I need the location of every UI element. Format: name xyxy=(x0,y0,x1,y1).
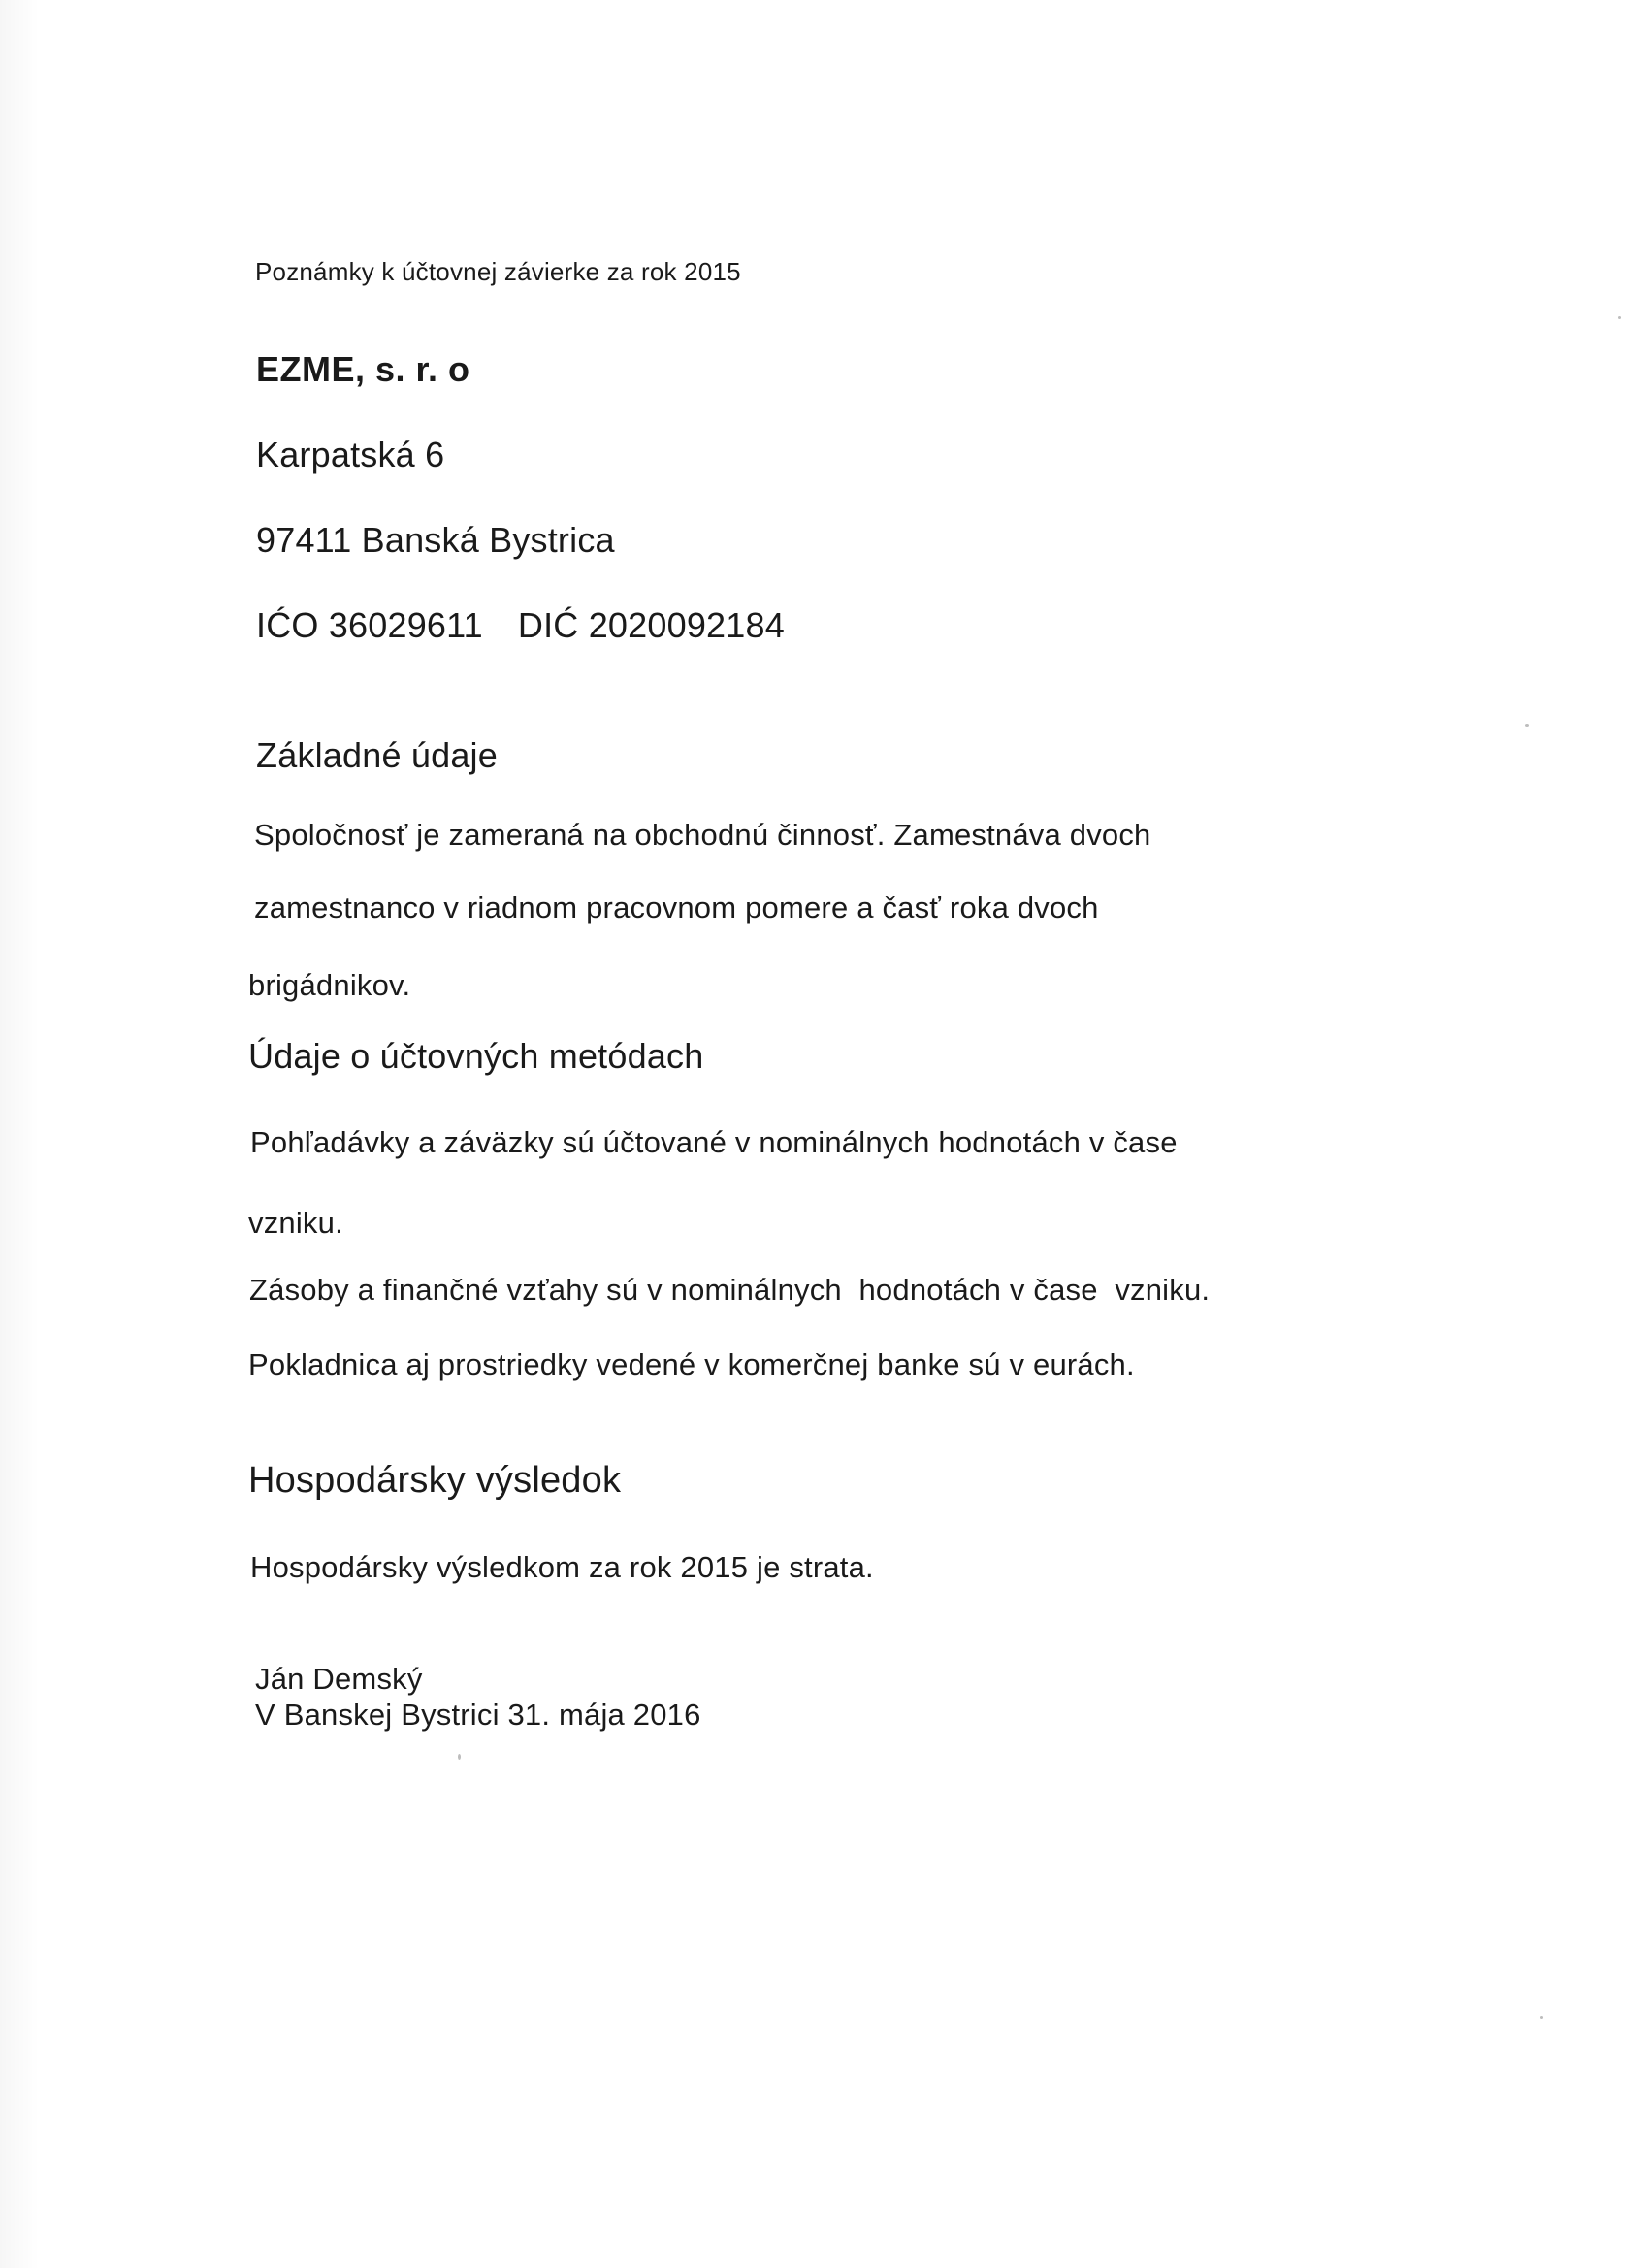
company-name: EZME, s. r. o xyxy=(256,349,470,389)
basic-info-heading: Základné údaje xyxy=(256,735,498,775)
document-header: Poznámky k účtovnej závierke za rok 2015 xyxy=(255,257,741,286)
basic-info-line-2: zamestnanco v riadnom pracovnom pomere a časť roka dvoch xyxy=(254,891,1099,924)
methods-line-3: Zásoby a finančné vzťahy sú v nominálnych hodnotách v čase vzniku. xyxy=(249,1273,1211,1307)
ico-number: IĆO 36029611 xyxy=(256,605,483,645)
scan-speck xyxy=(1525,724,1529,727)
basic-info-line-3: brigádnikov. xyxy=(248,968,411,1002)
dic-number: DIĆ 2020092184 xyxy=(517,605,785,645)
methods-line-2: vzniku. xyxy=(248,1206,343,1240)
methods-line-1: Pohľadávky a záväzky sú účtované v nominálnych hodnotách v čase xyxy=(250,1125,1178,1159)
scan-speck xyxy=(1618,316,1621,319)
place-and-date: V Banskej Bystrici 31. mája 2016 xyxy=(255,1698,701,1732)
methods-line-4: Pokladnica aj prostriedky vedené v komerčnej banke sú v eurách. xyxy=(248,1347,1135,1381)
accounting-methods-heading: Údaje o účtovných metódach xyxy=(248,1036,704,1076)
signatory-name: Ján Demský xyxy=(255,1662,423,1696)
scan-shadow xyxy=(0,0,39,2268)
basic-info-line-1: Spoločnosť je zameraná na obchodnú činnosť. Zamestnáva dvoch xyxy=(254,818,1151,852)
scan-speck xyxy=(458,1754,461,1760)
address-city: 97411 Banská Bystrica xyxy=(256,520,615,560)
company-ids xyxy=(256,605,785,646)
address-street: Karpatská 6 xyxy=(256,435,445,474)
scan-speck xyxy=(1540,2016,1543,2019)
economic-result-line: Hospodársky výsledkom za rok 2015 je strata. xyxy=(250,1550,874,1584)
economic-result-heading: Hospodársky výsledok xyxy=(248,1460,622,1501)
